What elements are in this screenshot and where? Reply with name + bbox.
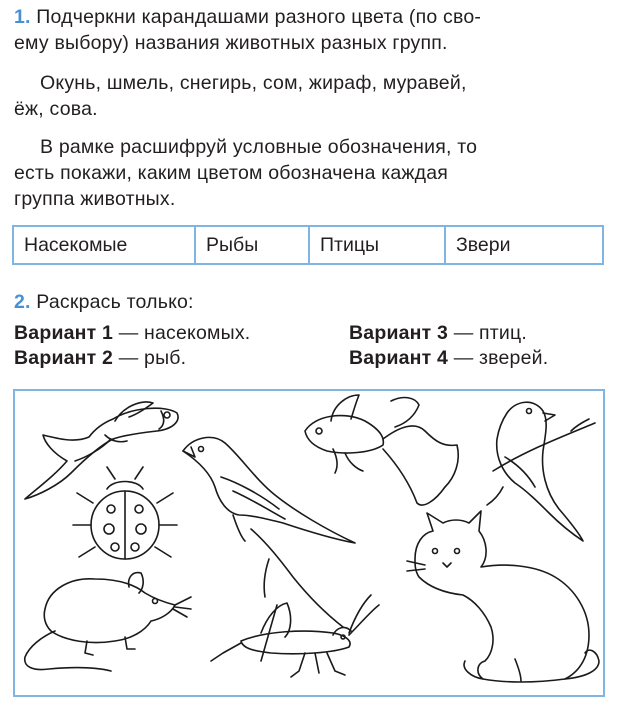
ladybug-drawing[interactable] <box>73 467 177 559</box>
instruction-line-1: В рамке расшифруй условные обозначения, то <box>40 136 478 158</box>
task2-title: Раскрась только: <box>36 291 194 313</box>
bird-finch-drawing[interactable] <box>487 402 595 541</box>
instruction-line-3: группа животных. <box>14 188 176 210</box>
variant-2-word: Вариант <box>14 347 97 369</box>
legend-cell-insects[interactable]: Насекомые <box>13 226 195 264</box>
animals-line-1: Окунь, шмель, снегирь, сом, жираф, муравей, <box>40 72 467 94</box>
legend-cell-fish[interactable]: Рыбы <box>195 226 309 264</box>
variant-1-text: — насекомых. <box>118 322 251 344</box>
mouse-drawing[interactable] <box>25 573 191 671</box>
variant-2-text: — рыб. <box>118 347 187 369</box>
task2-title-line <box>14 289 194 315</box>
variant-1-word: Вариант <box>14 322 97 344</box>
cat-drawing[interactable] <box>407 511 599 682</box>
variant-3-word: Вариант <box>349 322 432 344</box>
instruction-line-2: есть покажи, каким цветом обозначена каждая <box>14 162 449 184</box>
bird-swallow-drawing[interactable] <box>183 437 355 627</box>
coloring-illustration <box>15 391 603 695</box>
variant-3 <box>349 320 527 346</box>
task1-number: 1. <box>14 6 31 28</box>
variant-3-num: 3 <box>437 322 449 344</box>
task1-text-1: Подчеркни карандашами разного цвета (по сво- <box>36 6 482 28</box>
variant-2-num: 2 <box>102 347 114 369</box>
variant-4 <box>349 345 548 371</box>
variant-4-text: — зверей. <box>453 347 549 369</box>
task2-number: 2. <box>14 291 31 313</box>
task1-text-2: ему выбору) названия животных разных групп. <box>14 32 448 54</box>
coloring-picture-frame <box>13 389 605 697</box>
fish-swordtail-drawing[interactable] <box>25 402 178 499</box>
grasshopper-drawing[interactable] <box>211 595 379 677</box>
variant-3-text: — птиц. <box>453 322 527 344</box>
variant-2 <box>14 345 186 371</box>
legend-cell-mammals[interactable]: Звери <box>445 226 603 264</box>
variant-1 <box>14 320 250 346</box>
legend-cell-birds[interactable]: Птицы <box>309 226 445 264</box>
variant-4-word: Вариант <box>349 347 432 369</box>
variant-1-num: 1 <box>102 322 114 344</box>
variant-4-num: 4 <box>437 347 449 369</box>
task1-line1 <box>14 4 481 30</box>
animals-line-2: ёж, сова. <box>14 98 98 120</box>
goldfish-drawing[interactable] <box>305 395 458 505</box>
color-legend-table <box>12 225 604 265</box>
